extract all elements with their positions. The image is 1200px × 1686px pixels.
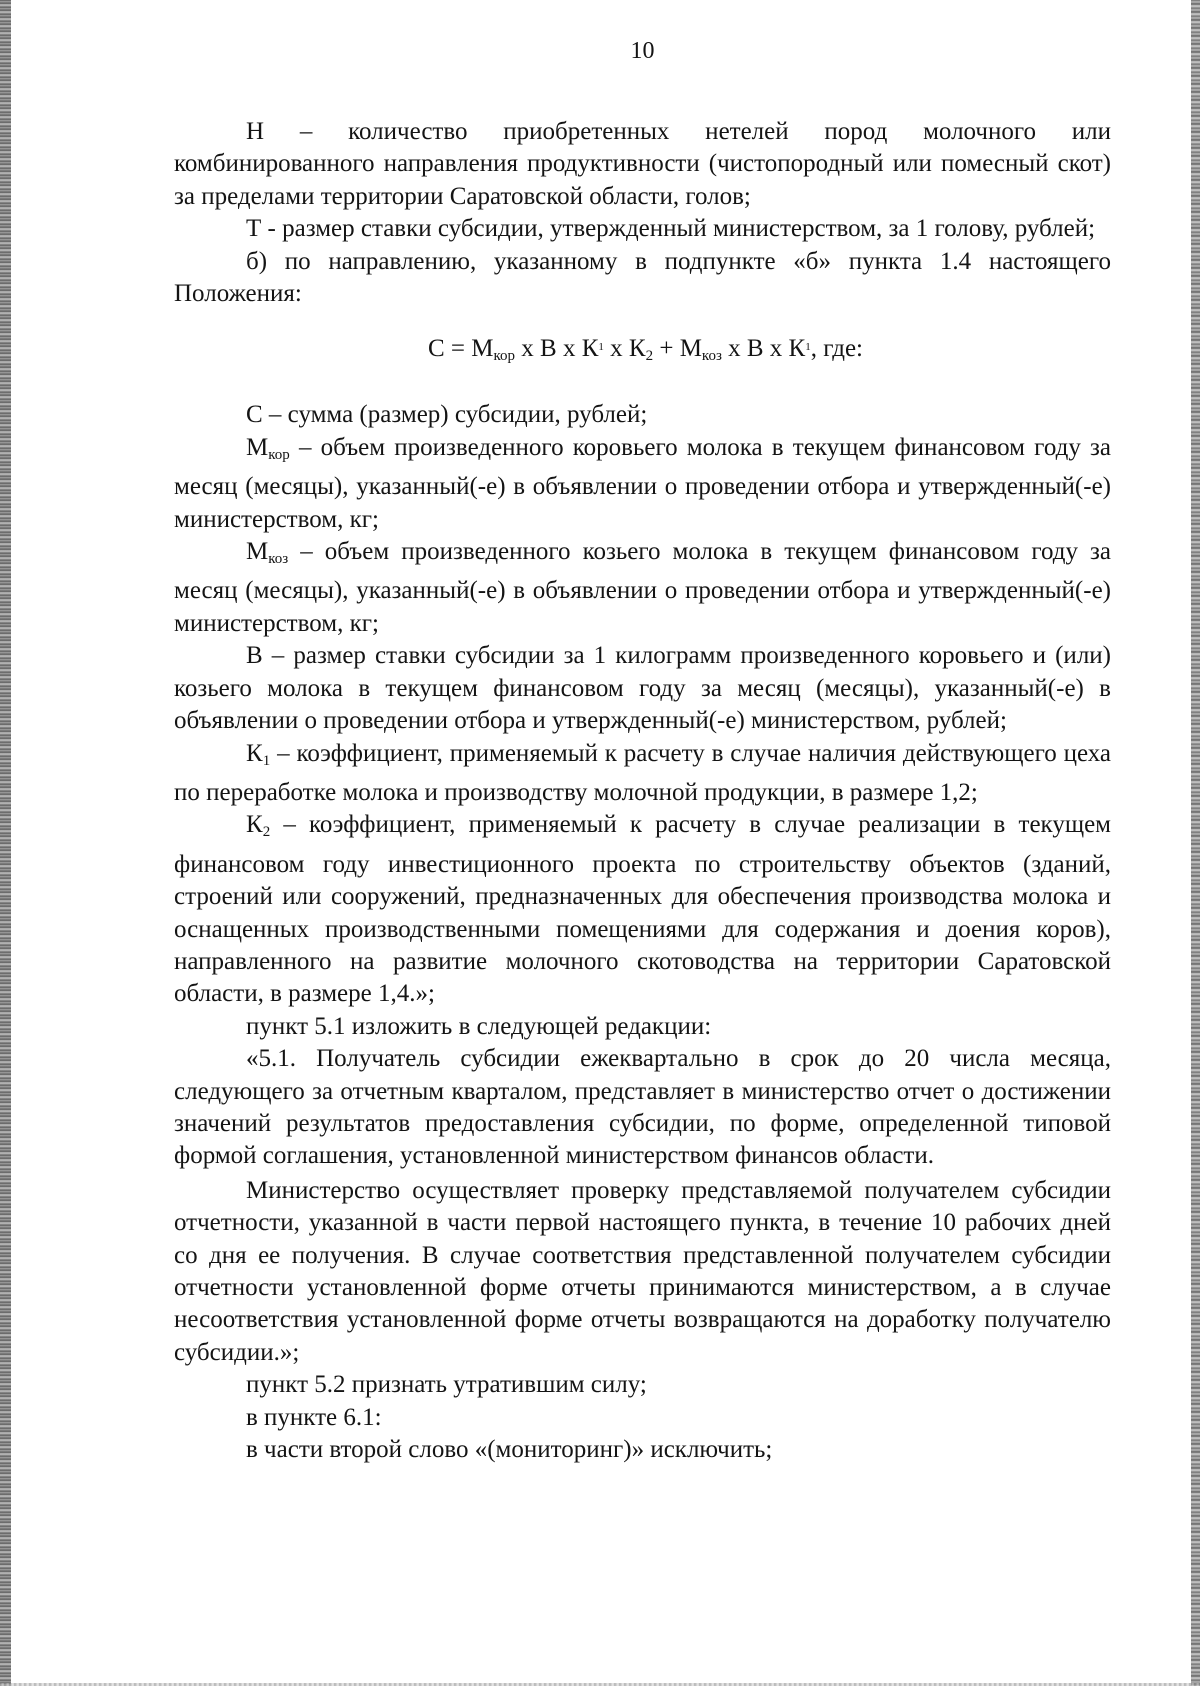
- formula-term-4: х В х К: [721, 335, 806, 363]
- subscript-2: 2: [262, 824, 271, 841]
- paragraph-n-heifers: Н – количество приобретенных нетелей пород молочного или комбинированного направления продуктивности (чистопородный или помесный скот) за пределами территории Саратовской области, голов;: [174, 118, 1111, 210]
- scan-edge-left: [0, 0, 11, 1686]
- paragraph-m-kor: [174, 432, 1111, 536]
- subscript-1: 1: [262, 752, 271, 769]
- formula-sup-1a: 1: [598, 341, 604, 354]
- symbol-m: М: [246, 538, 269, 566]
- page-number: 10: [630, 38, 655, 64]
- paragraph-clause-5-2: пункт 5.2 признать утратившим силу;: [246, 1371, 647, 1399]
- scan-edge-right: [1191, 0, 1200, 1686]
- paragraph-b-rate: В – размер ставки субсидии за 1 килограмм произведенного коровьего и (или) козьего молока в текущем финансовом году за месяц (месяцы), указанный(-е) в объявлении о проведении отбора и утвержденный(-е) министерством, рублей;: [174, 642, 1111, 735]
- formula-term-1: х В х К: [515, 335, 599, 363]
- paragraph-m-koz: [174, 536, 1111, 640]
- formula-lhs: С = М: [428, 335, 494, 363]
- formula-tail: , где:: [810, 335, 864, 363]
- formula-sub-koz: коз: [701, 348, 722, 365]
- paragraph-m-koz-text: – объем произведенного козьего молока в текущем финансовом году за месяц (месяцы), указанный(-е) в объявлении о проведении отбора и утвержденный(-е) министерством, кг;: [174, 538, 1111, 637]
- formula-sup-1b: 1: [805, 341, 811, 354]
- paragraph-clause-5-1-intro: пункт 5.1 изложить в следующей редакции:: [246, 1012, 712, 1040]
- symbol-m: М: [246, 433, 269, 461]
- symbol-k: К: [246, 811, 263, 839]
- paragraph-m-kor-text: – объем произведенного коровьего молока в текущем финансовом году за месяц (месяцы), указанный(-е) в объявлении о проведении отбора и утвержденный(-е) министерством, кг;: [174, 433, 1111, 533]
- formula-term-3: + М: [653, 335, 702, 363]
- formula-term-2: х К: [603, 335, 646, 363]
- paragraph-k2: [174, 809, 1111, 1010]
- paragraph-direction-b: б) по направлению, указанному в подпункте «б» пункта 1.4 настоящего Положения:: [174, 247, 1111, 308]
- paragraph-k2-text: – коэффициент, применяемый к расчету в случае реализации в текущем финансовом году инвестиционного проекта по строительству объектов (зданий, строений или сооружений, предназначенных для обеспечения производства молока и оснащенных производственными помещениями для содержания и доения коров), направленного на развитие молочного скотоводства на территории Саратовской области, в размере 1,4.»;: [174, 811, 1111, 1008]
- paragraph-part-two: в части второй слово «(мониторинг)» исключить;: [246, 1436, 773, 1464]
- document-body: [174, 116, 1111, 1466]
- paragraph-clause-6-1: в пункте 6.1:: [246, 1403, 382, 1431]
- paragraph-k1: [174, 738, 1111, 810]
- symbol-k: К: [246, 739, 263, 767]
- paragraph-k1-text: – коэффициент, применяемый к расчету в случае наличия действующего цеха по переработке молока и производству молочной продукции, в размере 1,2;: [174, 739, 1111, 806]
- subscript-koz: коз: [268, 551, 289, 568]
- paragraph-c-sum: С – сумма (размер) субсидии, рублей;: [246, 401, 648, 429]
- paragraph-clause-5-1: «5.1. Получатель субсидии ежеквартально в срок до 20 числа месяца, следующего за отчетным кварталом, представляет в министерство отчет о достижении значений результатов предоставления субсидии, по форме, определенной типовой формой соглашения, установленной министерством финансов области.: [174, 1045, 1111, 1170]
- subscript-kor: кор: [268, 446, 290, 463]
- subsidy-formula: [174, 328, 1111, 375]
- paragraph-t-rate: Т - размер ставки субсидии, утвержденный министерством, за 1 голову, рублей;: [246, 215, 1096, 243]
- paragraph-ministry-check: Министерство осуществляет проверку представляемой получателем субсидии отчетности, указанной в части первой настоящего пункта, в течение 10 рабочих дней со дня ее получения. В случае соответствия представленной получателем субсидии отчетности установленной форме отчеты принимаются министерством, а в случае несоответствия установленной форме отчеты возвращаются на доработку получателю субсидии.»;: [174, 1176, 1111, 1366]
- formula-sub-2: 2: [645, 348, 654, 365]
- formula-sub-kor: кор: [493, 348, 516, 365]
